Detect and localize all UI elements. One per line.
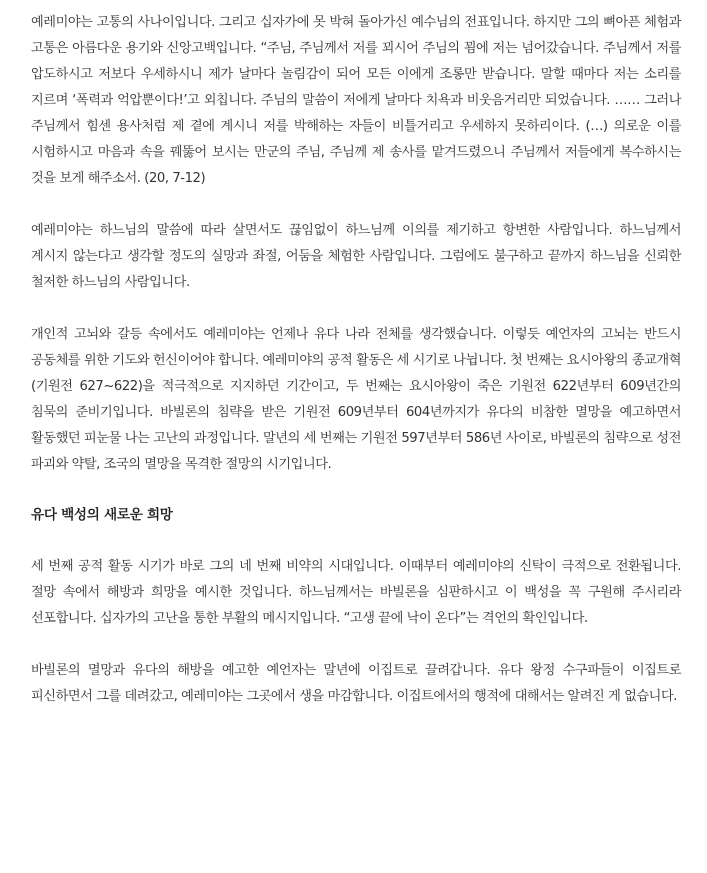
paragraph-jeremiah-faith: 예레미야는 하느님의 말씀에 따라 살면서도 끊임없이 하느님께 이의를 제기하고 항변한 사람입니다. 하느님께서 계시지 않는다고 생각할 정도의 실망과 좌절, 어둠을 체험한 사람입니다. 그럼에도 불구하고 끝까지 하느님을 신뢰한 철저한 하느님의 사람입니다. — [31, 223, 681, 290]
paragraph-new-hope: 세 번째 공적 활동 시기가 바로 그의 네 번째 비약의 시대입니다. 이때부터 예레미야의 신탁이 극적으로 전환됩니다. 절망 속에서 해방과 희망을 예시한 것입니다. 하느님께서는 바빌론을 심판하시고 이 백성을 꼭 구원해 주시리라 선포합니다. 십자가의 고난을 통한 부활의 메시지입니다. “고생 끝에 낙이 온다”는 격언의 확인입니다. — [31, 559, 681, 626]
section-heading: 유다 백성의 새로운 희망 — [31, 507, 173, 523]
paragraph-egypt: 바빌론의 멸망과 유다의 해방을 예고한 예언자는 말년에 이집트로 끌려갑니다. 유다 왕정 수구파들이 이집트로 피신하면서 그를 데려갔고, 예레미야는 그곳에서 생을 마감합니다. 이집트에서의 행적에 대해서는 알려진 게 없습니다. — [31, 663, 681, 704]
article-body — [31, 10, 681, 710]
paragraph-intro: 예레미야는 고통의 사나이입니다. 그리고 십자가에 못 박혀 돌아가신 예수님의 전표입니다. 하지만 그의 뼈아픈 체험과 고통은 아름다운 용기와 신앙고백입니다. “주님, 주님께서 저를 꾀시어 주님의 꾐에 저는 넘어갔습니다. 주님께서 저를 압도하시고 저보다 우세하시니 제가 날마다 놀림감이 되어 모든 이에게 조롱만 받습니다. 말할 때마다 저는 소리를 지르며 ‘폭력과 억압뿐이다!’고 외칩니다. 주님의 말씀이 저에게 날마다 치욕과 비웃음거리만 되었습니다. …… 그러나 주님께서 힘센 용사처럼 제 곁에 계시니 저를 박해하는 자들이 비틀거리고 우세하지 못하리이다. (…) 의로운 이를 시험하시고 마음과 속을 꿰뚫어 보시는 만군의 주님, 주님께 제 송사를 맡겨드렸으니 주님께서 저들에게 복수하시는 것을 보게 해주소서. (20, 7-12) — [31, 15, 681, 186]
paragraph-public-ministry: 개인적 고뇌와 갈등 속에서도 예레미야는 언제나 유다 나라 전체를 생각했습니다. 이렇듯 예언자의 고뇌는 반드시 공동체를 위한 기도와 헌신이어야 합니다. 예레미야의 공적 활동은 세 시기로 나뉩니다. 첫 번째는 요시아왕의 종교개혁(기원전 627~622)을 적극적으로 지지하던 기간이고, 두 번째는 요시아왕이 죽은 기원전 622년부터 609년간의 침묵의 준비기입니다. 바빌론의 침략을 받은 기원전 609년부터 604년까지가 유다의 비참한 멸망을 예고하면서 활동했던 피눈물 나는 고난의 과정입니다. 말년의 세 번째는 기원전 597년부터 586년 사이로, 바빌론의 침략으로 성전 파괴와 약탈, 조국의 멸망을 목격한 절망의 시기입니다. — [31, 327, 681, 472]
